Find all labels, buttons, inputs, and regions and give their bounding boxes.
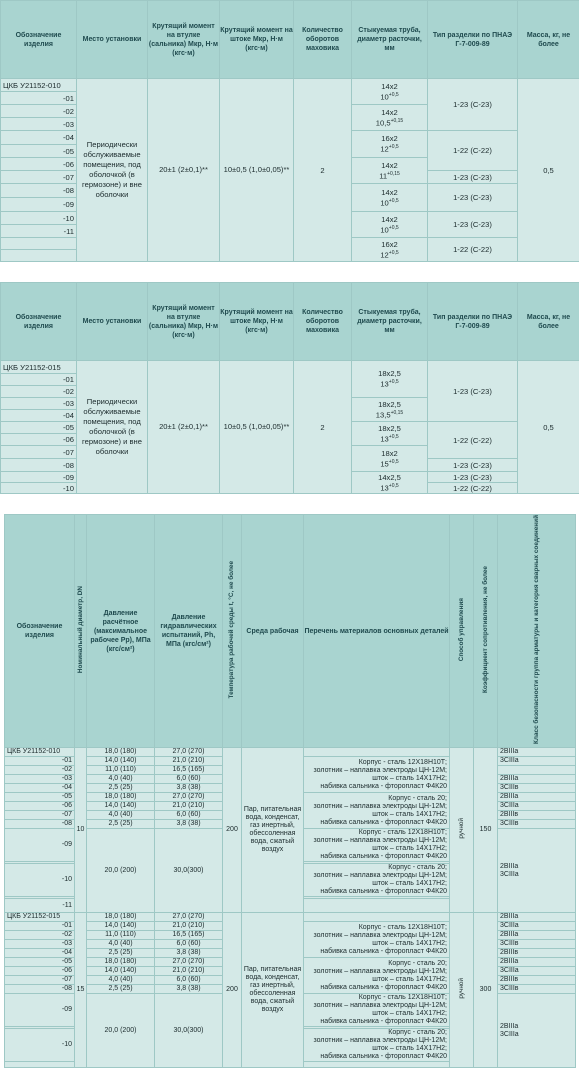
pipe-cell: 18х2,5 $13,5^{+0,15}$ xyxy=(352,398,428,422)
header-location: Место установки xyxy=(77,283,148,361)
control-cell: ручной xyxy=(450,748,474,913)
safety-class-cell: 2ВIIIв xyxy=(498,976,576,985)
dn-cell: 15 xyxy=(75,913,87,1068)
designation-cell: -06 xyxy=(1,434,77,446)
header-pipe: Стыкуемая труба, диаметр расточки, мм xyxy=(352,283,428,361)
materials-cell: Корпус - сталь 12Х18Н10Т; золотник – наплавка электроды ЦН-12М; шток – сталь 14Х17Н2; набивка сальника - фторопласт Ф4К20 xyxy=(304,757,450,793)
header-cutting-type: Тип разделки по ПНАЭ Г-7-009-89 xyxy=(428,1,518,79)
pressure-cell: 2,5 (25) xyxy=(87,784,155,793)
safety-class-cell xyxy=(498,766,576,775)
cutting-cell: 1-23 (С-23) xyxy=(428,171,518,184)
designation-cell: -05 xyxy=(5,958,75,967)
materials-cell: Корпус - сталь 12Х18Н10Т; золотник – наплавка электроды ЦН-12М; шток – сталь 14Х17Н2; набивка сальника - фторопласт Ф4К20 xyxy=(304,994,450,1027)
turns-cell: 2 xyxy=(294,79,352,262)
test-pressure-cell: 21,0 (210) xyxy=(155,757,223,766)
pipe-cell: 18х2,5 $13^{+0,5}$ xyxy=(352,422,428,446)
cutting-cell: 1-23 (С-23) xyxy=(428,459,518,472)
designation-cell: -09 xyxy=(1,472,77,483)
pipe-cell: 14х2 $11^{+0,15}$ xyxy=(352,158,428,184)
valve-table-010 xyxy=(0,0,579,262)
pipe-cell: 14х2,5 $13^{+0,5}$ xyxy=(352,472,428,494)
test-pressure-cell: 16,5 (165) xyxy=(155,931,223,940)
pressure-cell: 14,0 (140) xyxy=(87,967,155,976)
safety-class-cell: 2ВIIIa xyxy=(498,913,576,922)
pipe-cell: 18х2 $15^{+0,5}$ xyxy=(352,446,428,472)
safety-class-cell: 2ВIIIa xyxy=(498,775,576,784)
pressure-cell: 11,0 (110) xyxy=(87,766,155,775)
designation-cell: -03 xyxy=(1,118,77,131)
pressure-cell: 20,0 (200) xyxy=(87,829,155,913)
test-pressure-cell: 30,0(300) xyxy=(155,994,223,1068)
pressure-cell: 4,0 (40) xyxy=(87,940,155,949)
safety-class-cell: 2ВIIIa xyxy=(498,958,576,967)
test-pressure-cell: 6,0 (60) xyxy=(155,940,223,949)
cutting-cell: 1-23 (С-23) xyxy=(428,361,518,422)
designation-cell: -09 xyxy=(5,994,75,1027)
designation-cell: -04 xyxy=(5,784,75,793)
header-torque-bushing: Крутящий момент на втулке (сальника) Мкр, Н·м (кгс·м) xyxy=(148,283,220,361)
test-pressure-cell: 27,0 (270) xyxy=(155,958,223,967)
test-pressure-cell: 21,0 (210) xyxy=(155,802,223,811)
torque-bushing-cell: 20±1 (2±0,1)** xyxy=(148,361,220,494)
header-location: Место установки xyxy=(77,1,148,79)
pressure-cell: 2,5 (25) xyxy=(87,820,155,829)
designation-cell: -10 xyxy=(5,1029,75,1062)
torque-bushing-cell: 20±1 (2±0,1)** xyxy=(148,79,220,262)
pipe-cell: 16х2 $12^{+0,5}$ xyxy=(352,131,428,158)
designation-cell: -03 xyxy=(5,940,75,949)
cutting-cell: 1-23 (С-23) xyxy=(428,184,518,212)
designation-cell: -03 xyxy=(1,398,77,410)
designation-cell: -09 xyxy=(1,198,77,212)
pressure-cell: 14,0 (140) xyxy=(87,757,155,766)
designation-cell: -06 xyxy=(1,158,77,171)
pressure-cell: 14,0 (140) xyxy=(87,922,155,931)
pressure-cell: 2,5 (25) xyxy=(87,985,155,994)
cutting-cell: 1-22 (С-22) xyxy=(428,238,518,262)
header-safety-class: Класс безопасности группа арматуры и категория сварных соединений xyxy=(498,515,576,748)
safety-class-cell: 2ВIIIa xyxy=(498,793,576,802)
materials-cell: Корпус - сталь 20; золотник – наплавка электроды ЦН-12М; шток – сталь 14Х17Н2; набивка сальника - фторопласт Ф4К20 xyxy=(304,864,450,897)
control-cell: ручной xyxy=(450,913,474,1068)
pressure-cell: 18,0 (180) xyxy=(87,793,155,802)
designation-cell: -01 xyxy=(1,92,77,105)
designation-cell: -08 xyxy=(1,184,77,198)
test-pressure-cell: 30,0(300) xyxy=(155,829,223,913)
test-pressure-cell: 6,0 (60) xyxy=(155,811,223,820)
designation-cell: -10 xyxy=(1,212,77,225)
designation-cell: -04 xyxy=(1,410,77,422)
designation-cell: -04 xyxy=(5,949,75,958)
designation-cell: ЦКБ У21152-010 xyxy=(1,79,77,92)
designation-cell: -03 xyxy=(5,775,75,784)
location-cell: Периодически обслуживаемые помещения, под оболочкой (в гермозоне) и вне оболочки xyxy=(77,79,148,262)
header-cutting-type: Тип разделки по ПНАЭ Г-7-009-89 xyxy=(428,283,518,361)
location-cell: Периодически обслуживаемые помещения, под оболочкой (в гермозоне) и вне оболочки xyxy=(77,361,148,494)
materials-cell: Корпус - сталь 12Х18Н10Т; золотник – наплавка электроды ЦН-12М; шток – сталь 14Х17Н2; набивка сальника - фторопласт Ф4К20 xyxy=(304,829,450,862)
header-designation: Обозначение изделия xyxy=(1,1,77,79)
pressure-cell: 18,0 (180) xyxy=(87,958,155,967)
header-designation: Обозначение изделия xyxy=(5,515,75,748)
resistance-cell: 300 xyxy=(474,913,498,1068)
pipe-cell: 14х2 $10^{+0,5}$ xyxy=(352,184,428,212)
designation-cell: -07 xyxy=(5,976,75,985)
torque-stem-cell: 10±0,5 (1,0±0,05)** xyxy=(220,361,294,494)
pipe-cell: 14х2 $10^{+0,5}$ xyxy=(352,79,428,105)
pipe-cell: 16х2 $12^{+0,5}$ xyxy=(352,238,428,262)
safety-class-cell: 3CIIIa xyxy=(498,967,576,976)
header-torque-stem: Крутящий момент на штоке Мкр, Н·м (кгс·м) xyxy=(220,1,294,79)
pressure-cell: 4,0 (40) xyxy=(87,976,155,985)
header-pressure-test: Давление гидравлических испытаний, Ph, МПа (кгс/см²) xyxy=(155,515,223,748)
designation-cell: -08 xyxy=(1,459,77,472)
materials-cell: Корпус - сталь 20; золотник – наплавка электроды ЦН-12М; шток – сталь 14Х17Н2; набивка сальника - фторопласт Ф4К20 xyxy=(304,793,450,829)
designation-cell xyxy=(1,238,77,250)
test-pressure-cell: 3,8 (38) xyxy=(155,820,223,829)
header-torque-stem: Крутящий момент на штоке Мкр, Н·м (кгс·м) xyxy=(220,283,294,361)
pressure-cell: 2,5 (25) xyxy=(87,949,155,958)
torque-stem-cell: 10±0,5 (1,0±0,05)** xyxy=(220,79,294,262)
designation-cell: -10 xyxy=(5,864,75,897)
valve-table-015 xyxy=(0,282,579,494)
designation-cell: -02 xyxy=(5,766,75,775)
pipe-cell: 14х2 $10,5^{+0,15}$ xyxy=(352,105,428,131)
designation-cell xyxy=(1,250,77,262)
designation-cell: -08 xyxy=(5,820,75,829)
header-pipe: Стыкуемая труба, диаметр расточки, мм xyxy=(352,1,428,79)
cutting-cell: 1-22 (С-22) xyxy=(428,131,518,171)
safety-class-cell: 3CIIIa xyxy=(498,922,576,931)
safety-class-cell: 2ВIIIa 3CIIIa xyxy=(498,994,576,1068)
pressure-cell: 11,0 (110) xyxy=(87,931,155,940)
materials-cell: Корпус - сталь 12Х18Н10Т; золотник – наплавка электроды ЦН-12М; шток – сталь 14Х17Н2; набивка сальника - фторопласт Ф4К20 xyxy=(304,922,450,958)
designation-cell: -07 xyxy=(5,811,75,820)
designation-cell: -05 xyxy=(1,422,77,434)
resistance-cell: 150 xyxy=(474,748,498,913)
safety-class-cell: 3CIIIв xyxy=(498,784,576,793)
header-control: Способ управления xyxy=(450,515,474,748)
designation-cell: -01 xyxy=(1,374,77,386)
pressure-cell: 4,0 (40) xyxy=(87,811,155,820)
pressure-cell: 18,0 (180) xyxy=(87,748,155,757)
designation-cell: -06 xyxy=(5,802,75,811)
designation-cell: -02 xyxy=(1,105,77,118)
header-turns: Количество оборотов маховика xyxy=(294,1,352,79)
designation-cell: -02 xyxy=(5,931,75,940)
designation-cell: -05 xyxy=(5,793,75,802)
designation-cell: -11 xyxy=(5,899,75,913)
test-pressure-cell: 3,8 (38) xyxy=(155,985,223,994)
test-pressure-cell: 6,0 (60) xyxy=(155,976,223,985)
header-mass: Масса, кг, не более xyxy=(518,283,579,361)
test-pressure-cell: 21,0 (210) xyxy=(155,922,223,931)
cutting-cell: 1-23 (С-23) xyxy=(428,472,518,483)
designation-cell: -01 xyxy=(5,922,75,931)
header-designation: Обозначение изделия xyxy=(1,283,77,361)
designation-cell: -07 xyxy=(1,446,77,459)
cutting-cell: 1-22 (С-22) xyxy=(428,483,518,494)
header-medium: Среда рабочая xyxy=(242,515,304,748)
header-dn: Номинальный диаметр, DN xyxy=(75,515,87,748)
header-mass: Масса, кг, не более xyxy=(518,1,579,79)
mass-cell: 0,5 xyxy=(518,361,579,494)
safety-class-cell: 3CIIIв xyxy=(498,940,576,949)
safety-class-cell: 2ВIIIa 3CIIIa xyxy=(498,829,576,913)
safety-class-cell: 3CIIIa xyxy=(498,802,576,811)
cutting-cell: 1-23 (С-23) xyxy=(428,79,518,131)
materials-cell xyxy=(304,899,450,913)
pressure-cell: 4,0 (40) xyxy=(87,775,155,784)
header-turns: Количество оборотов маховика xyxy=(294,283,352,361)
valve-params-table xyxy=(4,514,576,1068)
designation-cell: -09 xyxy=(5,829,75,862)
temperature-cell: 200 xyxy=(223,748,242,913)
safety-class-cell: 2ВIIIв xyxy=(498,811,576,820)
safety-class-cell: 3CIIIв xyxy=(498,820,576,829)
safety-class-cell: 2ВIIIa xyxy=(498,748,576,757)
test-pressure-cell: 27,0 (270) xyxy=(155,913,223,922)
test-pressure-cell: 3,8 (38) xyxy=(155,949,223,958)
materials-cell: Корпус - сталь 20; золотник – наплавка электроды ЦН-12М; шток – сталь 14Х17Н2; набивка сальника - фторопласт Ф4К20 xyxy=(304,958,450,994)
header-resistance: Коэффициент сопротивления, не более xyxy=(474,515,498,748)
medium-cell: Пар, питательная вода, конденсат, газ инертный, обессоленная вода, сжатый воздух xyxy=(242,748,304,913)
safety-class-cell: 2ВIIIв xyxy=(498,949,576,958)
designation-cell: -08 xyxy=(5,985,75,994)
designation-cell: -05 xyxy=(1,145,77,158)
mass-cell: 0,5 xyxy=(518,79,579,262)
safety-class-cell: 2ВIIIa xyxy=(498,931,576,940)
test-pressure-cell: 6,0 (60) xyxy=(155,775,223,784)
designation-cell: ЦКБ У21152-010 xyxy=(5,748,75,757)
header-temperature: Температура рабочей среды t, °С, не более xyxy=(223,515,242,748)
cutting-cell: 1-23 (С-23) xyxy=(428,212,518,238)
test-pressure-cell: 3,8 (38) xyxy=(155,784,223,793)
materials-cell xyxy=(304,1062,450,1068)
designation-cell: -06 xyxy=(5,967,75,976)
pressure-cell: 20,0 (200) xyxy=(87,994,155,1068)
designation-cell: -04 xyxy=(1,131,77,145)
pressure-cell: 18,0 (180) xyxy=(87,913,155,922)
safety-class-cell: 3CIIIв xyxy=(498,985,576,994)
materials-cell xyxy=(304,913,450,922)
designation-cell: -01 xyxy=(5,757,75,766)
dn-cell: 10 xyxy=(75,748,87,913)
pipe-cell: 14х2 $10^{+0,5}$ xyxy=(352,212,428,238)
designation-cell: -02 xyxy=(1,386,77,398)
designation-cell: -07 xyxy=(1,171,77,184)
pipe-cell: 18х2,5 $13^{+0,5}$ xyxy=(352,361,428,398)
test-pressure-cell: 21,0 (210) xyxy=(155,967,223,976)
header-materials: Перечень материалов основных деталей xyxy=(304,515,450,748)
designation-cell: ЦКБ У21152-015 xyxy=(1,361,77,374)
designation-cell xyxy=(5,1062,75,1068)
designation-cell: ЦКБ У21152-015 xyxy=(5,913,75,922)
medium-cell: Пар, питательная вода, конденсат, газ инертный, обессоленная вода, сжатый воздух xyxy=(242,913,304,1068)
pressure-cell: 14,0 (140) xyxy=(87,802,155,811)
temperature-cell: 200 xyxy=(223,913,242,1068)
designation-cell: -10 xyxy=(1,483,77,494)
header-torque-bushing: Крутящий момент на втулке (сальника) Мкр, Н·м (кгс·м) xyxy=(148,1,220,79)
test-pressure-cell: 16,5 (165) xyxy=(155,766,223,775)
header-pressure-design: Давление расчётное (максимальное рабочее Рр), МПа (кгс/см²) xyxy=(87,515,155,748)
safety-class-cell: 3CIIIa xyxy=(498,757,576,766)
test-pressure-cell: 27,0 (270) xyxy=(155,748,223,757)
materials-cell xyxy=(304,748,450,757)
turns-cell: 2 xyxy=(294,361,352,494)
designation-cell: -11 xyxy=(1,225,77,238)
materials-cell: Корпус - сталь 20; золотник – наплавка электроды ЦН-12М; шток – сталь 14Х17Н2; набивка сальника - фторопласт Ф4К20 xyxy=(304,1029,450,1062)
cutting-cell: 1-22 (С-22) xyxy=(428,422,518,459)
test-pressure-cell: 27,0 (270) xyxy=(155,793,223,802)
